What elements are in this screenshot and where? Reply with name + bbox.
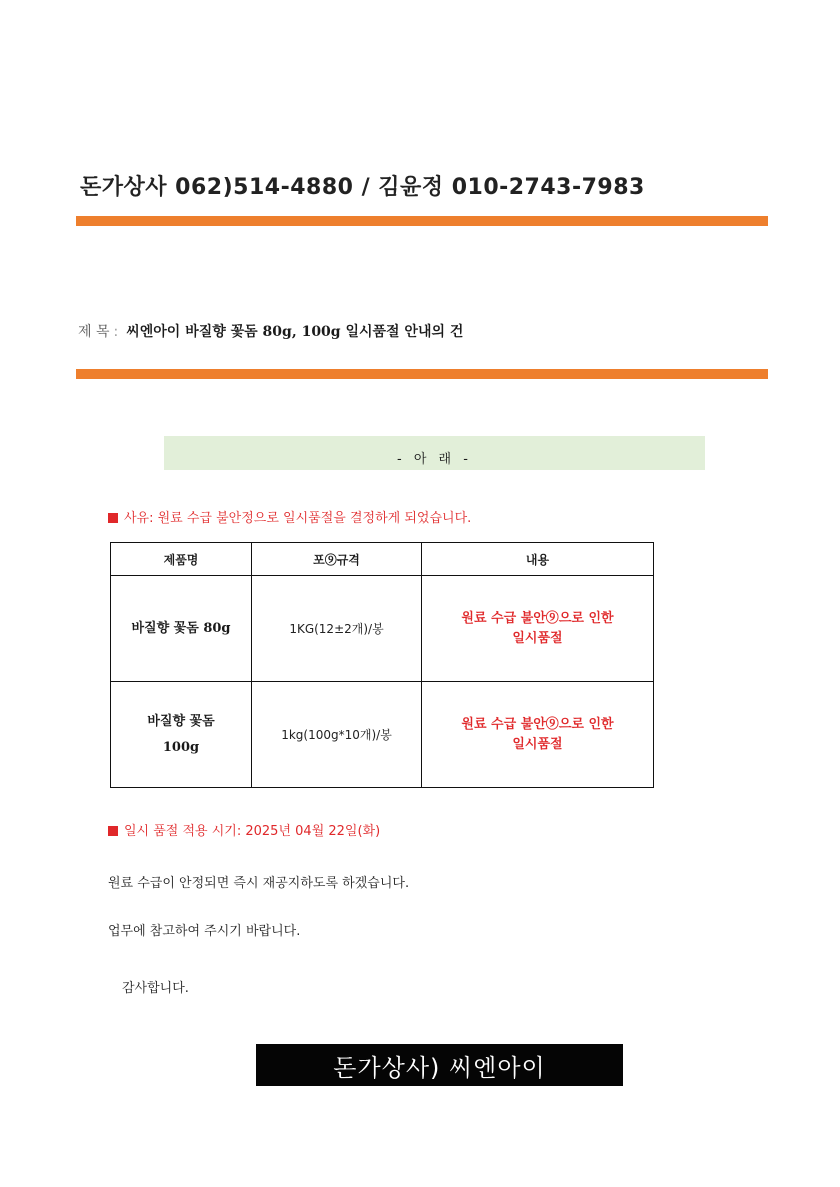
subject-colon: : [113, 324, 119, 340]
product-note-line: 원료 수급 불안⑨으로 인한 [461, 716, 614, 732]
product-name [111, 682, 252, 788]
table-row [111, 576, 654, 682]
product-note [422, 682, 654, 788]
subject-divider-bar [76, 369, 768, 379]
notice-title: - 아 래 - [397, 452, 472, 467]
product-name: 바질향 꽃돔 80g [111, 576, 252, 682]
company-signature-box [256, 1044, 623, 1086]
notice-title-band [164, 436, 705, 470]
product-table [110, 542, 654, 788]
header-packaging-spec: 포⑨규격 [252, 543, 422, 576]
body-text-reference: 업무에 참고하여 주시기 바랍니다. [108, 924, 301, 939]
product-note-line: 일시품절 [512, 630, 563, 646]
top-divider-bar [76, 216, 768, 226]
product-note-line: 일시품절 [512, 736, 563, 752]
subject-value: 씨엔아이 바질향 꽃돔 80g, 100g 일시품절 안내의 건 [126, 324, 464, 340]
red-square-bullet-icon [108, 826, 118, 836]
contact-header: 돈가상사 062)514-4880 / 김윤정 010-2743-7983 [80, 175, 645, 200]
company-signature: 돈가상사) 씨엔아이 [333, 1053, 546, 1082]
header-product-name: 제품명 [111, 543, 252, 576]
table-row [111, 682, 654, 788]
product-spec: 1kg(100g*10개)/봉 [252, 682, 422, 788]
body-text-restock: 원료 수급이 안정되면 즉시 재공지하도록 하겠습니다. [108, 876, 410, 891]
product-name-line: 바질향 꽃돔 [147, 713, 215, 729]
product-note [422, 576, 654, 682]
body-text-thanks: 감사합니다. [122, 981, 189, 996]
product-spec: 1KG(12±2개)/봉 [252, 576, 422, 682]
schedule-line [108, 820, 380, 839]
reason-line [108, 507, 471, 526]
product-name-line: 100g [162, 739, 200, 755]
reason-text: 사유: 원료 수급 불안정으로 일시품절을 결정하게 되었습니다. [124, 511, 472, 526]
red-square-bullet-icon [108, 513, 118, 523]
header-details: 내용 [422, 543, 654, 576]
schedule-text: 일시 품절 적용 시기: 2025년 04월 22일(화) [124, 824, 381, 839]
subject-line [78, 321, 463, 341]
product-note-line: 원료 수급 불안⑨으로 인한 [461, 610, 614, 626]
table-header-row [111, 543, 654, 576]
subject-label: 제 목 [78, 324, 110, 340]
